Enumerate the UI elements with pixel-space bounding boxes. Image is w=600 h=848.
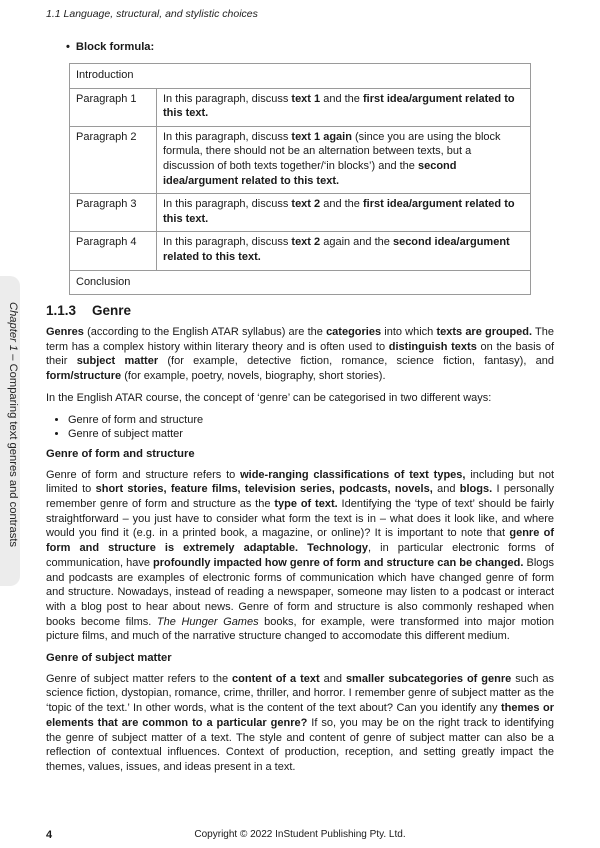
genre-category-list <box>46 413 554 442</box>
row-label: Paragraph 2 <box>70 126 157 193</box>
row-description <box>157 232 531 270</box>
running-header: 1.1 Language, structural, and stylistic choices <box>46 8 258 20</box>
bold-run: short stories, feature films, television series, podcasts, novels, <box>95 483 433 496</box>
text-run: (according to the English ATAR syllabus) are the <box>83 326 327 338</box>
bold-run: first idea/argument related to this text. <box>163 92 515 120</box>
table-row <box>70 232 531 270</box>
row-label: Paragraph 3 <box>70 194 157 232</box>
text-run: and the <box>320 92 363 105</box>
body-text <box>46 325 554 782</box>
bold-run: text 1 <box>291 92 321 105</box>
section-heading <box>46 303 131 318</box>
bold-run: Technology <box>307 542 368 555</box>
row-description <box>157 126 531 193</box>
bold-run: first idea/argument related to this text. <box>163 198 515 225</box>
bold-run: profoundly impacted how genre of form and structure can be changed. <box>153 556 524 569</box>
bold-run: text 2 <box>291 236 321 249</box>
text-run: (for example, detective fiction, romance, science fiction, fantasy), and <box>158 355 555 368</box>
text-run: on the basis of their <box>46 340 554 368</box>
text-run: (for example, poetry, novels, biography, short stories). <box>121 370 386 383</box>
paragraph-form-structure <box>46 468 554 644</box>
table-row <box>70 126 531 193</box>
bold-run: text 1 again <box>291 130 352 143</box>
bold-run: distinguish texts <box>388 340 477 353</box>
text-run: The term has a complex history within literary theory and is often used to <box>46 326 554 353</box>
subheading-subject-matter: Genre of subject matter <box>46 652 172 665</box>
text-run <box>298 542 307 554</box>
bold-run: Genres <box>46 326 84 338</box>
text-run: I personally remember genre of form and structure as the <box>46 483 554 511</box>
text-run: including but not limited to <box>46 468 555 496</box>
text-run: In this paragraph, discuss <box>163 92 292 105</box>
text-run: If so, you may be on the right track to identifying the genre of subject matter of a text. The style and content of genre of subject matter can also be a reflection of contextual influences. Context of production, reception, and setting greatly impact the themes, values, issues, and ideas present in a text. <box>46 716 555 773</box>
text-run: into which <box>381 326 437 338</box>
bold-run: smaller subcategories of genre <box>345 672 512 685</box>
list-item: • Genre of form and structure <box>68 413 554 428</box>
text-run: books, for example, were transformed into major motion picture films, and much of the narrative structure changed to accomodate this different medium. <box>46 615 554 643</box>
bold-run: texts are grouped. <box>436 326 533 338</box>
table-row <box>70 88 531 126</box>
list-item: • Genre of subject matter <box>68 427 554 442</box>
text-run: Genre of subject matter refers to the <box>46 672 233 685</box>
text-run: Blogs and podcasts are examples of electronic forms of communication which have changed genre of form and structure. Nowadays, instead of reading a newspaper, someone may listen to a podcast or interact with a blog post to hear about news. Genre of form and structure is also commonly reshaped when books become films. <box>46 556 555 628</box>
bold-run: subject matter <box>76 355 159 368</box>
text-run: In this paragraph, discuss <box>163 236 292 249</box>
text-run: Identifying the ‘type of text’ should be fairly straightforward – you just have to consider what form the text is in – what does it look like, and where would you find it (e.g. in a printed book, a magazine, or online)? It is important to note that <box>46 498 555 540</box>
bold-run: wide-ranging classifications of text types, <box>240 468 466 481</box>
italic-run: The Hunger Games <box>156 615 259 628</box>
block-formula-table <box>69 63 531 295</box>
chapter-title: – Comparing text genres and contrasts <box>7 351 19 548</box>
chapter-side-label <box>1 302 19 547</box>
text-run: such as science fiction, dystopian, romance, crime, thriller, and horror. I remember genre of subject matter as the ‘topic of the text.’ In other words, what is the content of the text about? Can you identify any <box>46 672 555 715</box>
row-label: Paragraph 1 <box>70 88 157 126</box>
bold-run: form/structure <box>46 370 122 383</box>
bold-run: second idea/argument related to this text. <box>163 159 457 187</box>
section-title: Genre <box>92 303 132 318</box>
text-run: and the <box>320 198 363 211</box>
text-run: again and the <box>320 236 393 249</box>
text-run: and <box>432 483 460 496</box>
introduction-cell: Introduction <box>70 64 531 89</box>
table-row-conclusion <box>70 270 531 295</box>
paragraph-subject-matter <box>46 672 554 775</box>
text-run: and <box>319 672 346 685</box>
page-number: 4 <box>46 829 53 841</box>
text-run: Genre of form and structure refers to <box>46 468 241 481</box>
text-run: In this paragraph, discuss <box>163 198 292 211</box>
conclusion-cell: Conclusion <box>70 270 531 295</box>
paragraph-genre-categories-intro: In the English ATAR course, the concept of ‘genre’ can be categorised in two different ways: <box>46 391 492 404</box>
bold-run: categories <box>326 326 382 338</box>
paragraph-genres-definition <box>46 325 554 384</box>
copyright-notice: Copyright © 2022 InStudent Publishing Pty. Ltd. <box>194 829 406 840</box>
bold-run: blogs. <box>459 483 493 496</box>
row-label: Paragraph 4 <box>70 232 157 270</box>
table-row <box>70 194 531 232</box>
bold-run: type of text. <box>274 498 338 511</box>
bold-run: genre of form and structure is extremely adaptable. <box>46 527 555 555</box>
text-run: (since you are using the block formula, there should not be an alternation between texts, but a discussion of both texts together/‘in blocks’) and the <box>163 130 501 172</box>
bold-run: text 2 <box>291 198 321 211</box>
row-description <box>157 194 531 232</box>
chapter-number: Chapter 1 <box>7 302 19 352</box>
subheading-form-structure: Genre of form and structure <box>46 447 195 460</box>
text-run: , in particular electronic forms of communication, have <box>46 542 554 569</box>
bold-run: themes or elements that are common to a particular genre? <box>46 702 554 729</box>
section-number: 1.1.3 <box>46 303 77 318</box>
row-description <box>157 88 531 126</box>
table-row-introduction <box>70 64 531 89</box>
text-run: In this paragraph, discuss <box>163 130 292 143</box>
bold-run: second idea/argument related to this text. <box>163 236 510 263</box>
block-formula-heading: • Block formula: <box>66 41 154 53</box>
bold-run: content of a text <box>232 672 320 685</box>
